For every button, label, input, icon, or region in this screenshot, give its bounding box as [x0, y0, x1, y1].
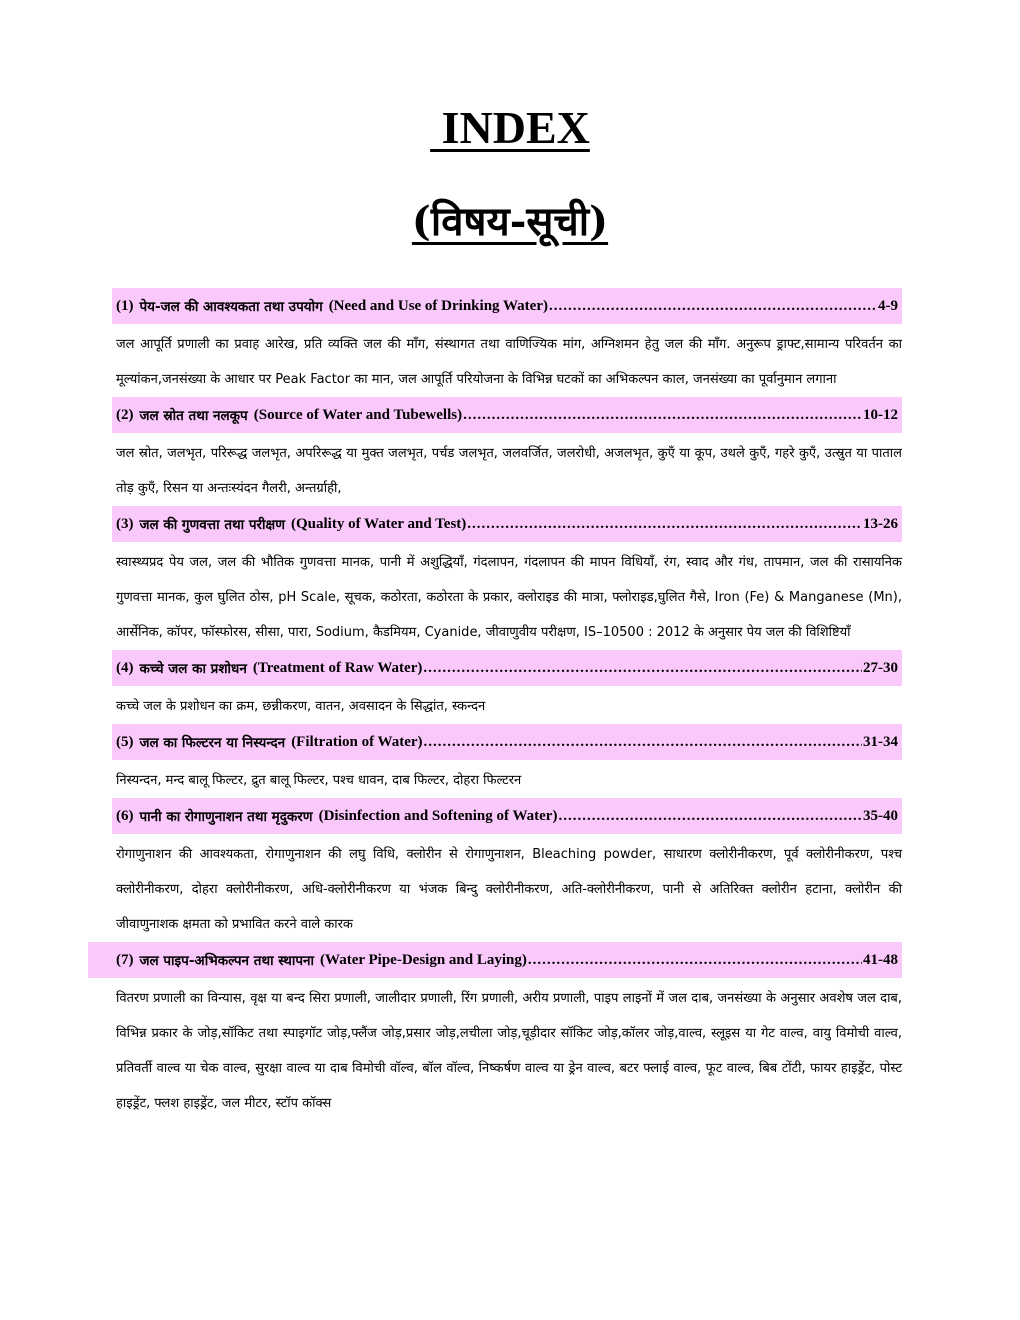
section-number: (1): [116, 297, 134, 314]
section-pages: 41-48: [863, 951, 898, 968]
index-section-2: [116, 397, 902, 506]
section-hindi-title: जल का फिल्टरन या निस्यन्दन: [139, 735, 286, 751]
section-hindi-title: कच्चे जल का प्रशोधन: [139, 661, 247, 677]
section-pages: 35-40: [863, 807, 898, 824]
index-title: INDEX: [430, 102, 590, 153]
section-heading[interactable]: [112, 397, 902, 433]
section-heading[interactable]: [88, 942, 902, 978]
section-number: (5): [116, 733, 134, 750]
section-heading[interactable]: [112, 650, 902, 686]
section-english-title: (Water Pipe-Design and Laying): [320, 951, 527, 968]
leader-dots: [463, 407, 862, 424]
leader-dots: [423, 660, 862, 677]
section-pages: 4-9: [878, 297, 898, 314]
leader-dots: [558, 808, 862, 825]
section-english-title: (Source of Water and Tubewells): [253, 406, 463, 423]
leader-dots: [424, 734, 862, 751]
section-pages: 27-30: [863, 659, 898, 676]
page-subtitle: [0, 192, 1020, 252]
section-heading[interactable]: [112, 506, 902, 542]
index-section-6: [116, 798, 902, 942]
section-english-title: (Disinfection and Softening of Water): [318, 807, 558, 824]
section-hindi-title: जल पाइप-अभिकल्पन तथा स्थापना: [139, 953, 315, 969]
section-heading[interactable]: [112, 798, 902, 834]
section-pages: 10-12: [863, 406, 898, 423]
section-pages: 31-34: [863, 733, 898, 750]
section-english-title: (Need and Use of Drinking Water): [328, 297, 548, 314]
section-number: (3): [116, 515, 134, 532]
leader-dots: [467, 516, 862, 533]
section-heading[interactable]: [112, 724, 902, 760]
index-section-1: [116, 288, 902, 397]
section-topics: जल आपूर्ति प्रणाली का प्रवाह आरेख, प्रति व्यक्ति जल की माँग, संस्थागत तथा वाणिज्यिक मांग, अग्निशमन हेतु जल की माँग. अनुरूप ड्राफ्ट,सामान्य परिवर्तन का मूल्यांकन,जनसंख्या के आधार पर Peak Factor का मान, जल आपूर्ति परियोजना के विभिन्न घटकों का अभिकल्पन काल, जनसंख्या का पूर्वानुमान लगाना: [116, 337, 902, 387]
section-hindi-title: पानी का रोगाणुनाशन तथा मृदुकरण: [139, 809, 313, 825]
section-hindi-title: जल की गुणवत्ता तथा परीक्षण: [139, 517, 285, 533]
index-section-3: [116, 506, 902, 650]
index-section-5: [116, 724, 902, 798]
section-english-title: (Quality of Water and Test): [290, 515, 467, 532]
section-heading[interactable]: [112, 288, 902, 324]
section-pages: 13-26: [863, 515, 898, 532]
section-number: (2): [116, 406, 134, 423]
index-list: [116, 288, 902, 1121]
section-topics: कच्चे जल के प्रशोधन का क्रम, छन्नीकरण, वातन, अवसादन के सिद्धांत, स्कन्दन: [116, 699, 486, 714]
section-topics: वितरण प्रणाली का विन्यास, वृक्ष या बन्द सिरा प्रणाली, जालीदार प्रणाली, रिंग प्रणाली, अरीय प्रणाली, पाइप लाइनों में जल दाब, जनसंख्या के अनुसार अवशेष जल दाब, विभिन्न प्रकार के जोड़,सॉकिट तथा स्पाइगॉट जोड़,फ्लैंज जोड़,प्रसार जोड़,लचीला जोड़,चूड़ीदार सॉकिट जोड़,कॉलर जोड़,वाल्व, स्लूइस या गेट वाल्व, वायु विमोची वाल्व, प्रतिवर्ती वाल्व या चेक वाल्व, सुरक्षा वाल्व या दाब विमोची वॉल्व, बॉल वॉल्व, निष्कर्षण वाल्व या ड्रेन वाल्व, बटर फ्लाई वाल्व, फूट वाल्व, बिब टोंटी, फायर हाइड्रेंट, पोस्ट हाइड्रेंट, फ्लश हाइड्रेंट, जल मीटर, स्टॉप कॉक्स: [116, 991, 902, 1111]
section-hindi-title: जल स्रोत तथा नलकूप: [139, 408, 248, 424]
section-topics: जल स्रोत, जलभृत, परिरूद्ध जलभृत, अपरिरूद्ध या मुक्त जलभृत, पर्चड जलभृत, जलवर्जित, जलरोधी, अजलभृत, कुएँ या कूप, उथले कुएँ, गहरे कुएँ, उत्स्रुत या पाताल तोड़ कुएँ, रिसन या अन्तःस्यंदन गैलरी, अन्तर्ग्राही,: [116, 446, 902, 496]
page-title: [0, 100, 1020, 156]
hindi-title: (विषय-सूची): [411, 198, 609, 245]
index-section-4: [116, 650, 902, 724]
section-topics: रोगाणुनाशन की आवश्यकता, रोगाणुनाशन की लघु विधि, क्लोरीन से रोगाणुनाशन, Bleaching powder, साधारण क्लोरीनीकरण, पूर्व क्लोरीनीकरण, पश्च क्लोरीनीकरण, दोहरा क्लोरीनीकरण, अधि-क्लोरीनीकरण या भंजक बिन्दु क्लोरीनीकरण, अति-क्लोरीनीकरण, पानी से अतिरिक्त क्लोरीन हटाना, क्लोरीन की जीवाणुनाशक क्षमता को प्रभावित करने वाले कारक: [116, 847, 902, 932]
section-topics: निस्यन्दन, मन्द बालू फिल्टर, द्रुत बालू फिल्टर, पश्च धावन, दाब फिल्टर, दोहरा फिल्टरन: [116, 773, 522, 788]
section-number: (6): [116, 807, 134, 824]
section-english-title: (Filtration of Water): [291, 733, 423, 750]
section-hindi-title: पेय-जल की आवश्यकता तथा उपयोग: [139, 299, 323, 315]
leader-dots: [549, 298, 877, 315]
section-number: (7): [116, 951, 134, 968]
leader-dots: [528, 952, 862, 969]
section-english-title: (Treatment of Raw Water): [252, 659, 423, 676]
section-number: (4): [116, 659, 134, 676]
index-section-7: [116, 942, 902, 1121]
section-topics: स्वास्थ्यप्रद पेय जल, जल की भौतिक गुणवत्ता मानक, पानी में अशुद्धियाँ, गंदलापन, गंदलापन की मापन विधियाँ, रंग, स्वाद और गंध, तापमान, जल की रासायनिक गुणवत्ता मानक, कुल घुलित ठोस, pH Scale, सूचक, कठोरता, कठोरता के प्रकार, क्लोराइड की मात्रा, फ्लोराइड,घुलित गैसे, Iron (Fe) & Manganese (Mn), आर्सेनिक, कॉपर, फॉस्फोरस, सीसा, पारा, Sodium, कैडमियम, Cyanide, जीवाणुवीय परीक्षण, IS–10500 : 2012 के अनुसार पेय जल की विशिष्टियाँ: [116, 555, 902, 640]
